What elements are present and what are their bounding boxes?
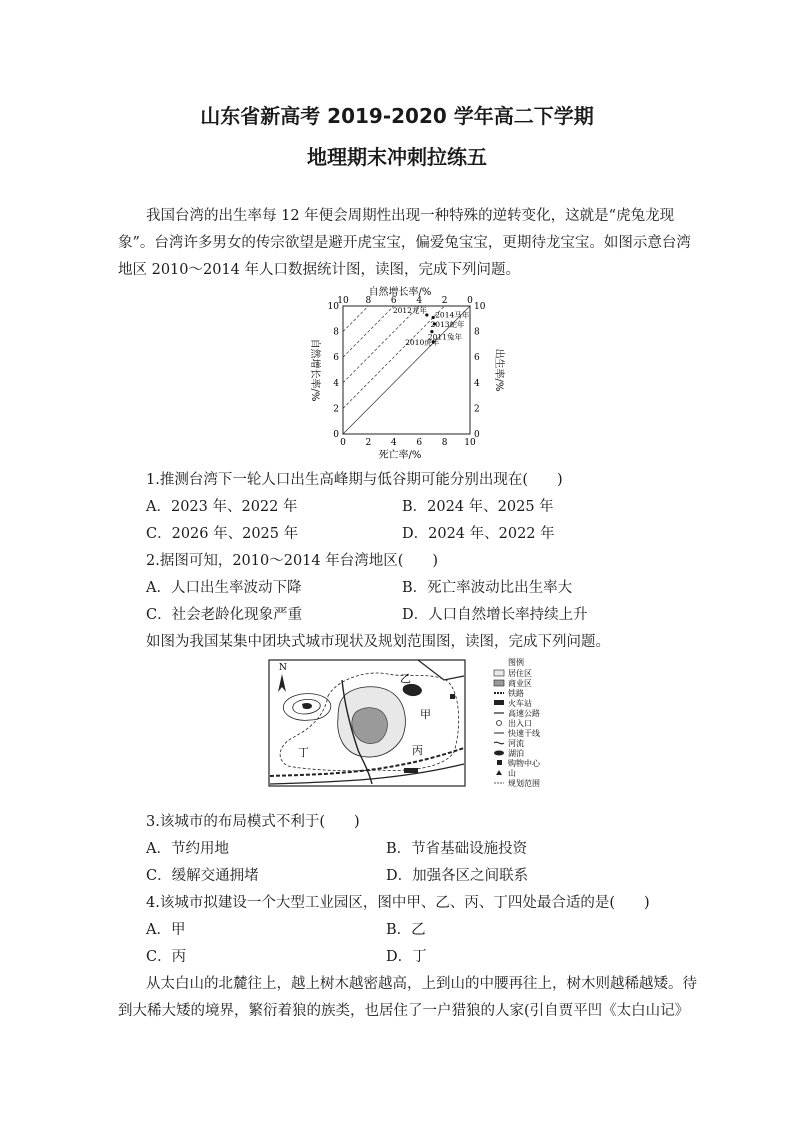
- legend-title: 图例: [508, 658, 524, 667]
- top-tick-label: 0: [467, 296, 473, 306]
- legend-entrance: 出入口: [508, 719, 532, 728]
- map-label-bing: 丙: [412, 744, 423, 757]
- question-4-option-a[interactable]: A．甲: [146, 922, 186, 938]
- left-tick-label: 4: [333, 378, 339, 389]
- bottom-tick-label: 2: [365, 438, 372, 448]
- bottom-tick-label: 4: [390, 438, 397, 448]
- question-3-option-a[interactable]: A．节约用地: [146, 841, 229, 857]
- diagonal-line-2: [343, 306, 445, 408]
- intro-paragraph-1-line-1: 我国台湾的出生率每 12 年便会周期性出现一种特殊的逆转变化，这就是“虎兔龙现: [146, 208, 675, 224]
- top-tick-label: 10: [337, 296, 349, 306]
- data-point-label: 2012龙年: [392, 305, 427, 315]
- page-subtitle: 地理期末冲刺拉练五: [307, 145, 487, 169]
- mountain-contour-inner: [302, 703, 312, 709]
- left-tick-label: 0: [333, 430, 339, 440]
- chart-left-axis-label: 自然增长率/%: [309, 338, 320, 402]
- legend-railway: 铁路: [508, 689, 524, 698]
- left-tick-label: 6: [333, 353, 339, 364]
- north-label: N: [279, 663, 287, 673]
- map-label-jia: 甲: [420, 708, 431, 721]
- map-label-ding: 丁: [298, 746, 309, 759]
- legend-expressway: 快速干线: [508, 729, 540, 738]
- question-3-stem: 3.该城市的布局模式不利于( ): [146, 814, 360, 830]
- intro-paragraph-3-line-2: 到大稀大矮的境界，繁衍着狼的族类，也居住了一户猎狼的人家(引自贾平凹《太白山记》: [118, 1003, 690, 1019]
- legend-residential: 居住区: [508, 669, 532, 678]
- bottom-tick-label: 10: [464, 438, 476, 448]
- top-tick-label: 2: [441, 296, 448, 306]
- shopping-center-icon: [450, 694, 455, 699]
- question-1-option-c[interactable]: C．2026 年、2025 年: [146, 526, 299, 542]
- right-tick-label: 4: [474, 378, 480, 389]
- question-1-option-b[interactable]: B．2024 年、2025 年: [402, 499, 554, 515]
- map-label-yi: 乙: [400, 672, 411, 685]
- diagonal-line-6: [343, 306, 394, 357]
- chart-right-axis-label: 出生率/%: [493, 348, 504, 392]
- chart-bottom-axis-label: 死亡率/%: [378, 450, 422, 461]
- legend-river: 河流: [508, 739, 524, 748]
- question-1-option-d[interactable]: D．2024 年、2022 年: [402, 526, 555, 542]
- intro-paragraph-1-line-2: 象”。台湾许多男女的传宗欲望是避开虎宝宝，偏爱兔宝宝，更期待龙宝宝。如图示意台湾: [118, 235, 691, 251]
- question-2-option-c[interactable]: C．社会老龄化现象严重: [146, 607, 303, 623]
- legend-highway: 高速公路: [508, 709, 540, 718]
- question-1-stem: 1.推测台湾下一轮人口出生高峰期与低谷期可能分别出现在( ): [146, 472, 563, 488]
- right-tick-label: 2: [474, 404, 480, 415]
- intro-paragraph-3-line-1: 从太白山的北麓往上，越上树木越密越高，上到山的中腰再往上，树木则越稀越矮。待: [146, 976, 697, 992]
- legend-items: [494, 668, 541, 788]
- question-3-option-b[interactable]: B．节省基础设施投资: [386, 841, 528, 857]
- question-4-option-b[interactable]: B．乙: [386, 922, 426, 938]
- intro-paragraph-2: 如图为我国某集中团块式城市现状及规划范围图，读图，完成下列问题。: [146, 634, 610, 650]
- question-3-option-c[interactable]: C．缓解交通拥堵: [146, 868, 259, 884]
- legend-mountain: 山: [508, 769, 516, 778]
- left-tick-label: 2: [333, 404, 339, 415]
- diagonal-line-8: [343, 306, 368, 332]
- railway-station-icon: [404, 768, 418, 773]
- data-point-label: 2010虎年: [405, 337, 440, 347]
- data-point-label: 2011兔年: [427, 332, 462, 342]
- population-chart: [300, 282, 510, 462]
- question-2-stem: 2.据图可知，2010～2014 年台湾地区( ): [146, 553, 439, 569]
- page-title: 山东省新高考 2019-2020 学年高二下学期: [200, 104, 594, 128]
- bottom-tick-label: 0: [340, 438, 346, 448]
- intro-paragraph-1-line-3: 地区 2010～2014 年人口数据统计图，读图，完成下列问题。: [118, 262, 521, 278]
- legend-commercial: 商业区: [508, 679, 532, 688]
- legend-planning: 规划范围: [508, 779, 540, 788]
- legend-lake: 湖泊: [508, 749, 524, 758]
- question-4-option-d[interactable]: D．丁: [386, 949, 427, 965]
- question-3-option-d[interactable]: D．加强各区之间联系: [386, 868, 529, 884]
- top-tick-label: 4: [416, 296, 423, 306]
- question-4-stem: 4.该城市拟建设一个大型工业园区，图中甲、乙、丙、丁四处最合适的是( ): [146, 895, 650, 911]
- question-1-option-a[interactable]: A．2023 年、2022 年: [146, 499, 298, 515]
- right-tick-label: 8: [474, 327, 480, 338]
- legend-station: 火车站: [508, 699, 532, 708]
- chart-top-axis-label: 自然增长率/%: [368, 287, 432, 298]
- left-tick-label: 8: [333, 327, 339, 338]
- question-4-option-c[interactable]: C．丙: [146, 949, 187, 965]
- legend-shopping: 购物中心: [508, 759, 540, 768]
- question-2-option-a[interactable]: A．人口出生率波动下降: [146, 580, 302, 596]
- data-point-label: 2013蛇年: [430, 319, 465, 329]
- city-map: [268, 656, 560, 790]
- data-point-label: 2014马年: [435, 310, 470, 320]
- top-tick-label: 6: [390, 296, 397, 306]
- top-tick-label: 8: [365, 296, 372, 306]
- bottom-tick-label: 8: [441, 438, 448, 448]
- question-2-option-b[interactable]: B．死亡率波动比出生率大: [402, 580, 573, 596]
- right-tick-label: 10: [474, 302, 486, 312]
- bottom-tick-label: 6: [416, 438, 423, 448]
- left-tick-label: 10: [327, 302, 339, 312]
- right-tick-label: 0: [474, 430, 480, 440]
- question-2-option-d[interactable]: D．人口自然增长率持续上升: [402, 607, 588, 623]
- right-tick-label: 6: [474, 353, 480, 364]
